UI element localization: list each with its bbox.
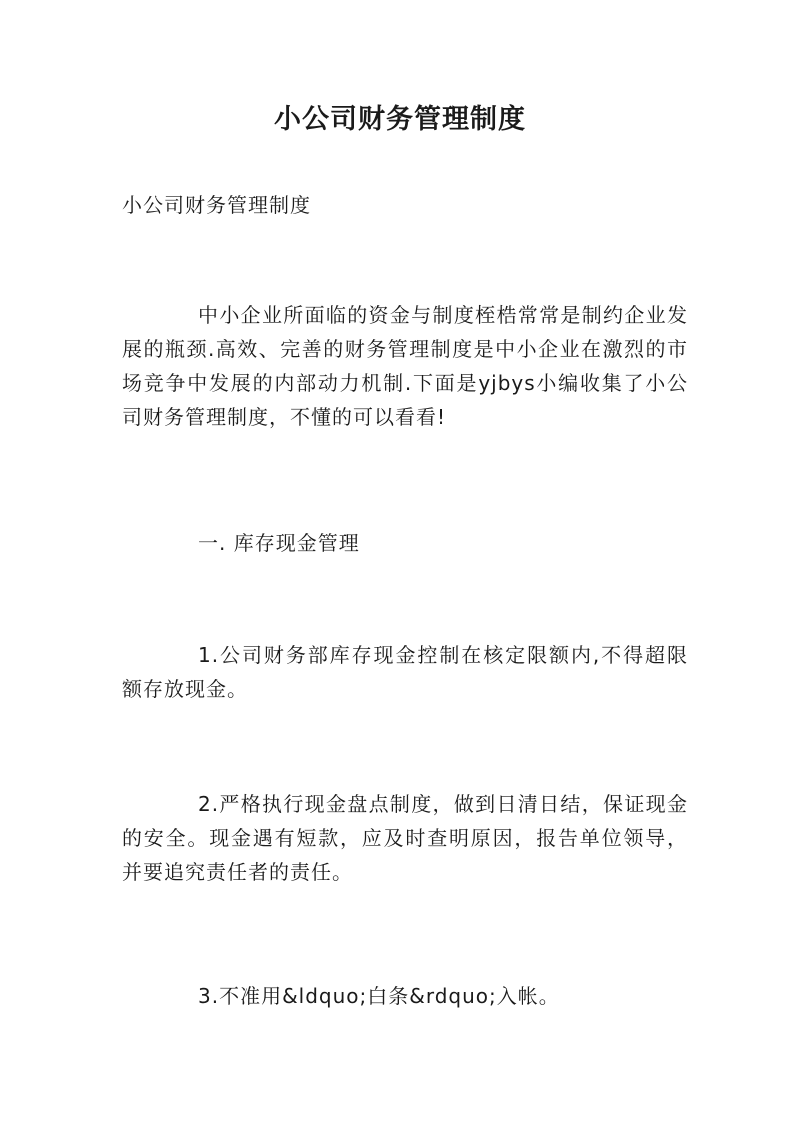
intro-paragraph: 中小企业所面临的资金与制度桎梏常常是制约企业发展的瓶颈.高效、完善的财务管理制度是中小企业在激烈的市场竞争中发展的内部动力机制.下面是yjbys小编收集了小公司财务管理制度，不懂的可以看看! [122,303,688,429]
rule-item-3: 3.不准用&ldquo;白条&rdquo;入帐。 [198,984,560,1008]
rule-item-2: 2.严格执行现金盘点制度，做到日清日结，保证现金的安全。现金遇有短款，应及时查明原因，报告单位领导，并要追究责任者的责任。 [122,792,688,884]
document-title: 小公司财务管理制度 [274,104,526,135]
rule-item-1: 1.公司财务部库存现金控制在核定限额内,不得超限额存放现金。 [122,643,688,701]
section-heading: 一. 库存现金管理 [198,531,360,555]
document-subtitle: 小公司财务管理制度 [122,193,311,217]
